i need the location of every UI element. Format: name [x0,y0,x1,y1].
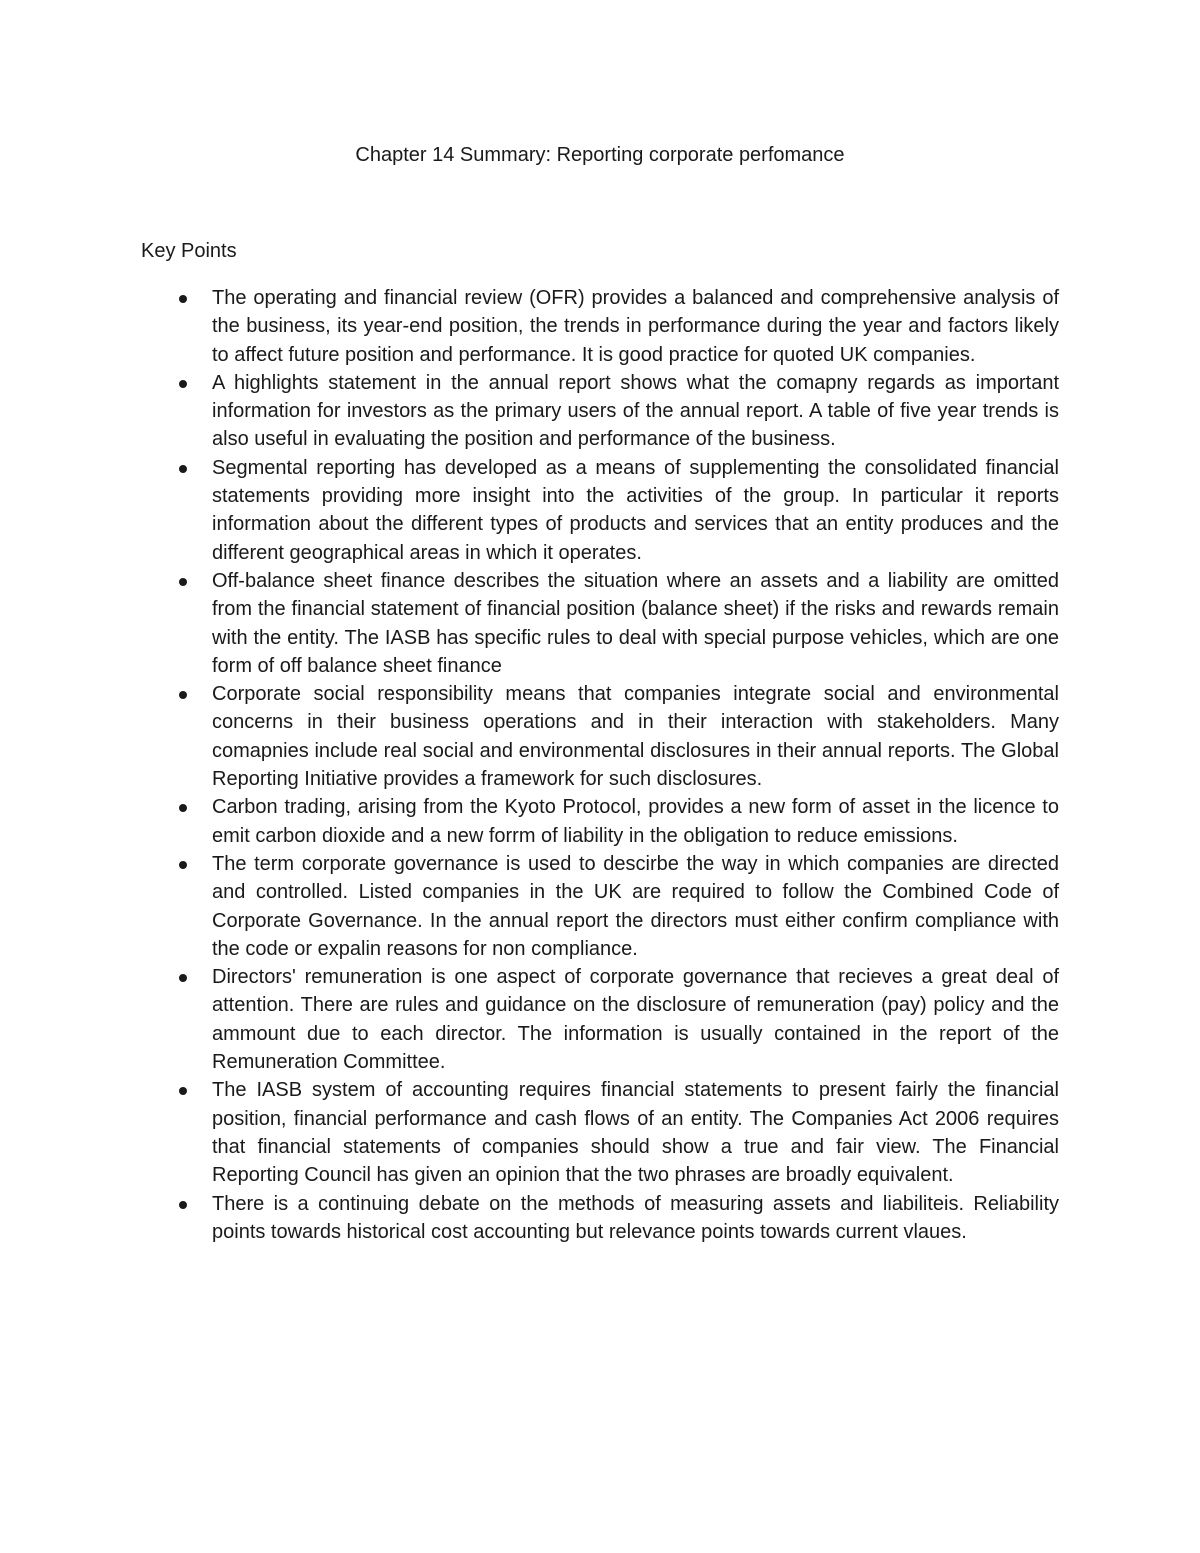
bullet-icon [179,295,187,303]
list-item [141,567,1059,680]
list-item [141,284,1059,369]
list-item [141,680,1059,793]
bullet-icon [179,974,187,982]
bullet-icon [179,861,187,869]
list-item-text: A highlights statement in the annual report shows what the comapny regards as important information for investors as the primary users of the annual report. A table of five year trends is also useful in evaluating the position and performance of the business. [212,371,1059,451]
page-title: Chapter 14 Summary: Reporting corporate perfomance [355,144,845,166]
list-item [141,1076,1059,1189]
bullet-icon [179,380,187,388]
list-item [141,850,1059,963]
bullet-icon [179,804,187,812]
list-item-text: The term corporate governance is used to descirbe the way in which companies are directed and controlled. Listed companies in the UK are required to follow the Combined Code of Corporate Governance. In the annual report the directors must either confirm compliance with the code or expalin reasons for non compliance. [212,852,1059,960]
list-item [141,963,1059,1076]
section-heading-key-points: Key Points [141,240,237,262]
list-item [141,369,1059,454]
list-item-text: Off-balance sheet finance describes the situation where an assets and a liability are omitted from the financial statement of financial position (balance sheet) if the risks and rewards remain with the entity. The IASB has specific rules to deal with special purpose vehicles, which are one form of off balance sheet finance [212,569,1059,677]
key-points-list [141,284,1059,1246]
bullet-icon [179,1087,187,1095]
list-item [141,793,1059,850]
bullet-icon [179,691,187,699]
list-item-text: Directors' remuneration is one aspect of corporate governance that recieves a great deal of attention. There are rules and guidance on the disclosure of remuneration (pay) policy and the ammount due to each director. The information is usually contained in the report of the Remuneration Committee. [212,966,1059,1074]
list-item-text: The IASB system of accounting requires financial statements to present fairly the financial position, financial performance and cash flows of an entity. The Companies Act 2006 requires that financial statements of companies should show a true and fair view. The Financial Reporting Council has given an opinion that the two phrases are broadly equivalent. [212,1079,1059,1187]
list-item [141,454,1059,567]
list-item-text: Carbon trading, arising from the Kyoto Protocol, provides a new form of asset in the licence to emit carbon dioxide and a new forrm of liability in the obligation to reduce emissions. [212,796,1059,847]
list-item-text: Segmental reporting has developed as a means of supplementing the consolidated financial statements providing more insight into the activities of the group. In particular it reports information about the different types of products and services that an entity produces and the different geographical areas in which it operates. [212,456,1059,564]
list-item-text: The operating and financial review (OFR) provides a balanced and comprehensive analysis of the business, its year-end position, the trends in performance during the year and factors likely to affect future position and performance. It is good practice for quoted UK companies. [212,287,1059,366]
list-item [141,1190,1059,1247]
list-item-text: Corporate social responsibility means that companies integrate social and environmental concerns in their business operations and in their interaction with stakeholders. Many comapnies include real social and environmental disclosures in their annual reports. The Global Reporting Initiative provides a framework for such disclosures. [212,683,1059,791]
list-item-text: There is a continuing debate on the methods of measuring assets and liabiliteis. Reliability points towards historical cost accounting but relevance points towards current vlaues. [212,1192,1059,1243]
bullet-icon [179,465,187,473]
bullet-icon [179,1201,187,1209]
bullet-icon [179,578,187,586]
